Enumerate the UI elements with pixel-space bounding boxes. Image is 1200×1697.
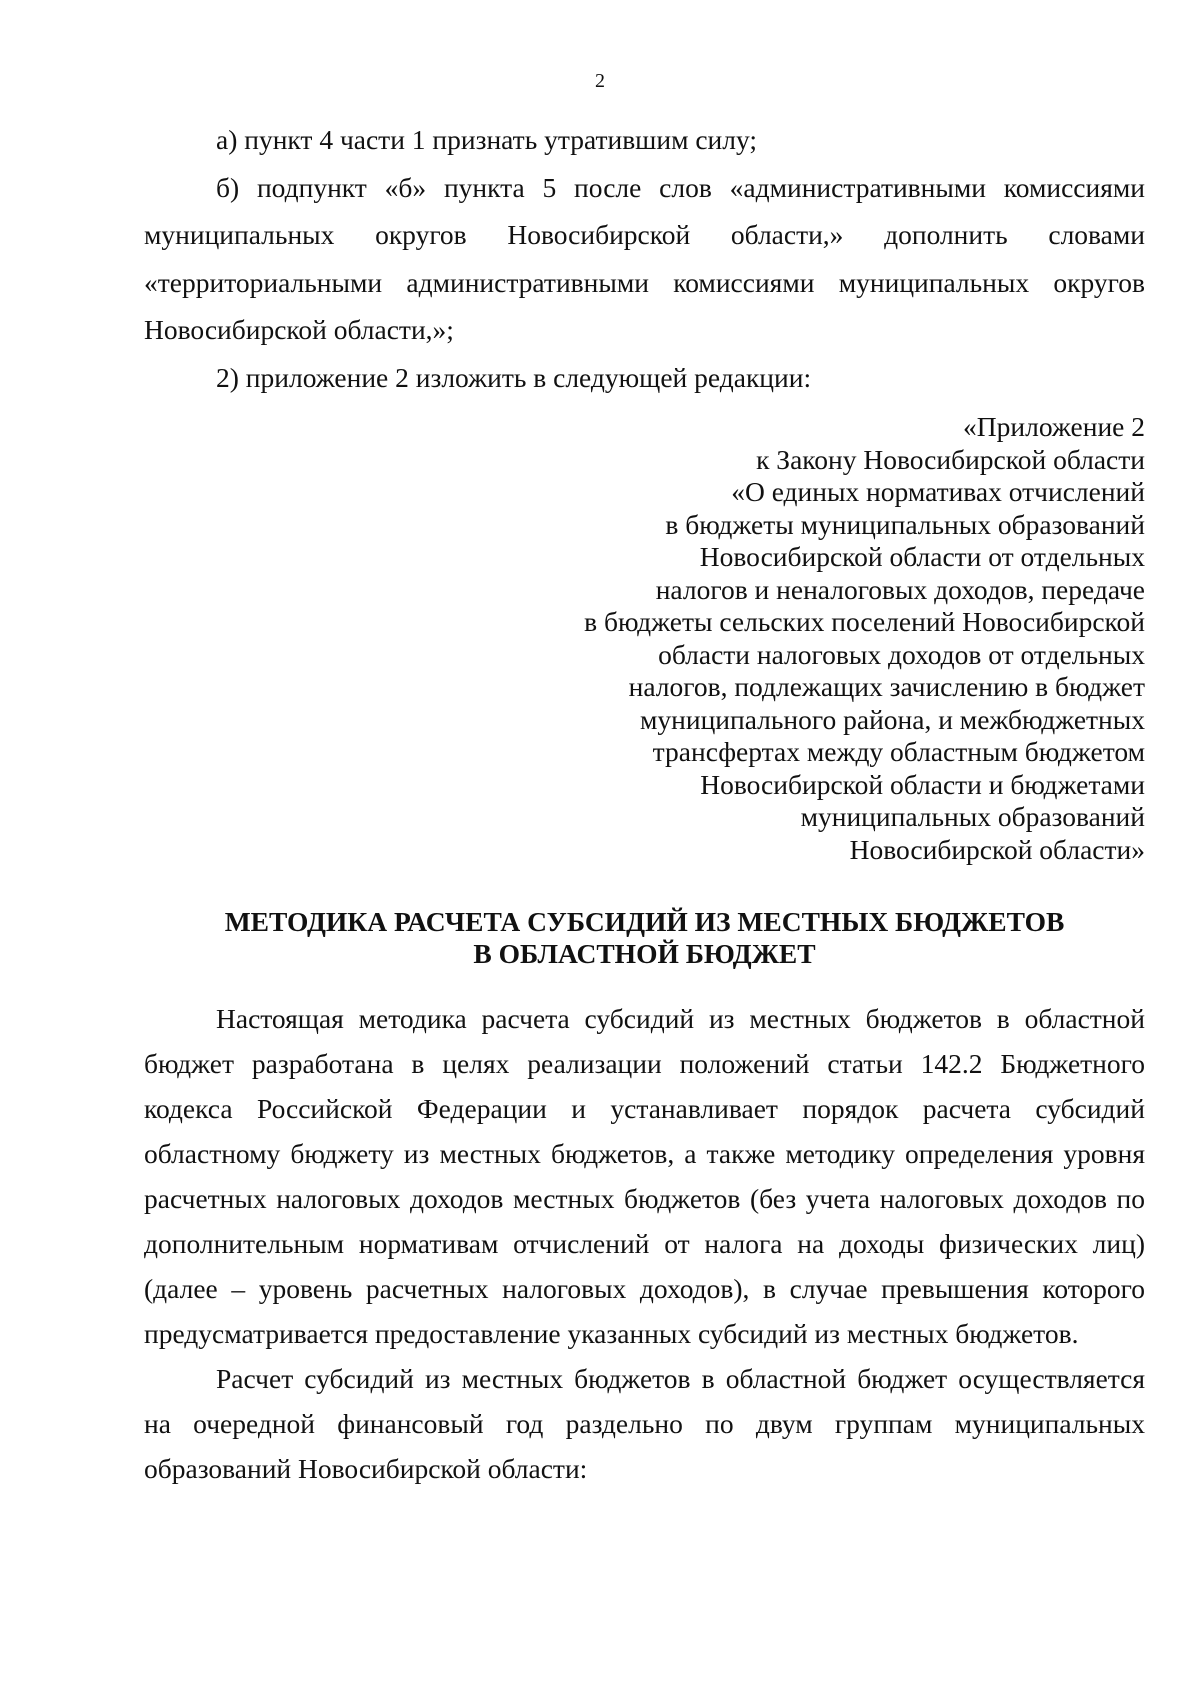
methodology-title-line-1: МЕТОДИКА РАСЧЕТА СУБСИДИЙ ИЗ МЕСТНЫХ БЮДЖЕТОВ [224, 906, 1065, 937]
appendix-line: «О единых нормативах отчислений [731, 476, 1145, 507]
methodology-body [144, 996, 1145, 1491]
appendix-line: Новосибирской области от отдельных [699, 541, 1145, 572]
appendix-line: трансфертах между областным бюджетом [652, 736, 1145, 767]
appendix-line: в бюджеты сельских поселений Новосибирской [584, 606, 1145, 637]
document-content [144, 116, 1145, 1491]
page-number: 2 [595, 70, 605, 92]
appendix-line: в бюджеты муниципальных образований [665, 508, 1145, 540]
appendix-line: «Приложение 2 [963, 411, 1145, 442]
body-paragraph-1: Настоящая методика расчета субсидий из местных бюджетов в областной бюджет разработана в целях реализации положений статьи 142.2 Бюджетного кодекса Российской Федерации и устанавливает порядок расчета субсидий областному бюджету из местных бюджетов, а также методику определения уровня расчетных налоговых доходов местных бюджетов (без учета налоговых доходов по дополнительным нормативам отчислений от налога на доходы физических лиц) (далее – уровень расчетных налоговых доходов), в случае превышения которого предусматривается предоставление указанных субсидий из местных бюджетов. [144, 1003, 1145, 1349]
amendment-item-2: 2) приложение 2 изложить в следующей редакции: [216, 361, 812, 393]
appendix-line: муниципального района, и межбюджетных [639, 703, 1145, 735]
appendix-line: налогов, подлежащих зачислению в бюджет [628, 671, 1145, 702]
appendix-line: муниципальных образований [800, 801, 1145, 832]
appendix-header [144, 411, 1145, 866]
appendix-line: к Закону Новосибирской области [756, 443, 1145, 475]
appendix-line: области налоговых доходов от отдельных [658, 638, 1145, 670]
appendix-line: Новосибирской области» [849, 833, 1145, 865]
methodology-title [144, 906, 1145, 970]
body-paragraph-2: Расчет субсидий из местных бюджетов в областной бюджет осуществляется на очередной финансовый год раздельно по двум группам муниципальных образований Новосибирской области: [144, 1363, 1145, 1484]
appendix-line: Новосибирской области и бюджетами [700, 768, 1145, 800]
appendix-line: налогов и неналоговых доходов, передаче [655, 573, 1145, 605]
amendment-item-b: б) подпункт «б» пункта 5 после слов «административными комиссиями муниципальных округов Новосибирской области,» дополнить словами «территориальными административными комиссиями муниципальных округов Новосибирской области,»; [144, 171, 1145, 345]
methodology-title-line-2: В ОБЛАСТНОЙ БЮДЖЕТ [473, 938, 816, 969]
amendment-item-a: а) пункт 4 части 1 признать утратившим силу; [216, 124, 758, 155]
